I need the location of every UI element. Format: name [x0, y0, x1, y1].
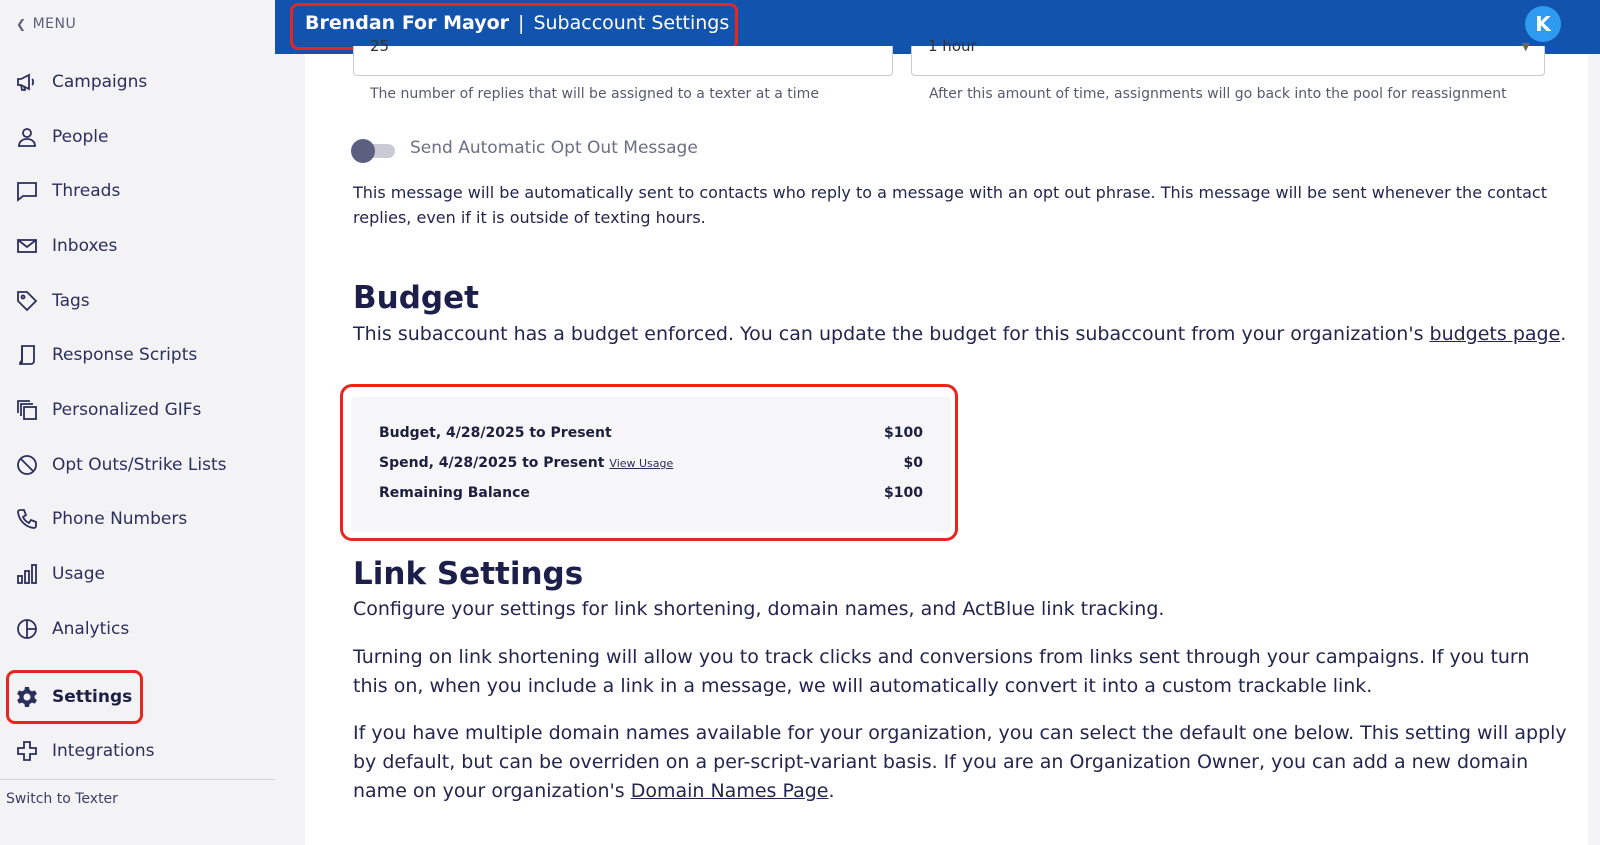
toggle-knob [351, 139, 375, 163]
budget-row-label: Budget, 4/28/2025 to Present [379, 425, 612, 441]
sidebar-item-inboxes[interactable] [14, 226, 117, 266]
replies-helper-text: The number of replies that will be assigned to a texter at a time [370, 86, 819, 102]
budget-desc-end: . [1560, 323, 1567, 345]
auto-opt-out-toggle[interactable] [351, 136, 397, 162]
link-settings-heading: Link Settings [353, 556, 584, 592]
sidebar-item-label: Tags [52, 291, 90, 311]
budget-description [353, 320, 1573, 349]
puzzle-icon [14, 738, 40, 764]
remaining-balance-label: Remaining Balance [379, 485, 530, 501]
replies-per-texter-input[interactable] [353, 37, 893, 76]
sidebar-item-tags[interactable] [14, 281, 90, 321]
domain-names-description [353, 719, 1568, 806]
organization-name: Brendan For Mayor [305, 12, 510, 34]
chevron-down-icon: ▼ [1521, 40, 1530, 53]
sidebar-item-label: Threads [52, 181, 121, 201]
budget-heading: Budget [353, 280, 479, 316]
sidebar-item-label: Usage [52, 564, 105, 584]
sidebar-item-usage[interactable] [14, 554, 105, 594]
menu-label: MENU [32, 16, 77, 32]
title-separator: | [518, 12, 525, 34]
sidebar-item-label: People [52, 127, 109, 147]
sidebar-item-threads[interactable] [14, 171, 120, 211]
sidebar-item-integrations[interactable] [14, 731, 155, 771]
replies-value: 25 [370, 37, 390, 55]
pie-chart-icon [14, 616, 40, 642]
megaphone-icon [14, 69, 40, 95]
sidebar-item-label: Response Scripts [52, 345, 198, 365]
switch-to-texter-link[interactable]: Switch to Texter [6, 791, 118, 807]
sidebar-item-label: Personalized GIFs [52, 400, 202, 420]
menu-toggle-button[interactable] [16, 16, 76, 32]
sidebar-item-label: Campaigns [52, 72, 148, 92]
remaining-balance-value: $100 [884, 485, 923, 501]
phone-icon [14, 506, 40, 532]
sidebar-item-analytics[interactable] [14, 609, 129, 649]
bar-chart-icon [14, 561, 40, 587]
chevron-left-icon: ❮ [16, 17, 27, 31]
domain-names-page-link[interactable]: Domain Names Page [630, 780, 829, 802]
sidebar [0, 0, 275, 845]
auto-opt-out-label: Send Automatic Opt Out Message [410, 138, 698, 158]
tag-icon [14, 288, 40, 314]
person-icon [14, 124, 40, 150]
sidebar-divider [0, 779, 275, 780]
sidebar-item-personalized-gifs[interactable] [14, 390, 201, 430]
auto-opt-out-description: This message will be automatically sent to contacts who reply to a message with an opt out phrase. This message will be sent whenever the contact replies, even if it is outside of texting hours. [353, 183, 1547, 227]
sidebar-item-campaigns[interactable] [14, 62, 147, 102]
main-content [305, 37, 1588, 845]
sidebar-item-label: Settings [52, 687, 133, 707]
spend-row-value: $0 [903, 455, 923, 471]
domain-desc-text: If you have multiple domain names available for your organization, you can select the default one below. This setting will apply by default, but can be overriden on a per-script-variant basis. If you are an Organization Owner, you can add a new domain name on your organization's [353, 722, 1567, 802]
budget-desc-text: This subaccount has a budget enforced. You can update the budget for this subaccount from your organization's [353, 323, 1430, 345]
page-title [305, 12, 729, 34]
budget-row-value: $100 [884, 425, 923, 441]
budgets-page-link[interactable]: budgets page [1429, 323, 1561, 345]
envelope-icon [14, 233, 40, 259]
stacked-images-icon [14, 397, 40, 423]
script-icon [14, 342, 40, 368]
sidebar-item-label: Phone Numbers [52, 509, 188, 529]
sidebar-item-phone-numbers[interactable] [14, 499, 187, 539]
budget-highlight [340, 384, 958, 541]
timeout-helper-text: After this amount of time, assignments will go back into the pool for reassignment [929, 86, 1507, 102]
sidebar-item-opt-outs[interactable] [14, 445, 227, 485]
assignment-timeout-select[interactable] [911, 37, 1545, 76]
domain-desc-end: . [828, 780, 835, 802]
sidebar-item-label: Integrations [52, 741, 155, 761]
sidebar-item-label: Analytics [52, 619, 130, 639]
prohibited-icon [14, 452, 40, 478]
avatar[interactable]: K [1525, 6, 1561, 42]
sidebar-item-label: Inboxes [52, 236, 118, 256]
link-settings-intro: Configure your settings for link shortening, domain names, and ActBlue link tracking. [353, 598, 1165, 620]
page-title-text: Subaccount Settings [533, 12, 730, 34]
spend-row-label: Spend, 4/28/2025 to Present [379, 455, 605, 471]
sidebar-item-label: Opt Outs/Strike Lists [52, 455, 227, 475]
timeout-value: 1 hour [928, 37, 977, 55]
sidebar-item-people[interactable] [14, 117, 108, 157]
link-shortening-description: Turning on link shortening will allow you to track clicks and conversions from links sent through your campaigns. If you turn this on, when you include a link in a message, we will automatically convert it into a custom trackable link. [353, 646, 1530, 697]
view-usage-link[interactable]: View Usage [609, 457, 674, 470]
sidebar-item-response-scripts[interactable] [14, 335, 197, 375]
settings-highlight [6, 670, 143, 724]
chat-bubble-icon [14, 178, 40, 204]
